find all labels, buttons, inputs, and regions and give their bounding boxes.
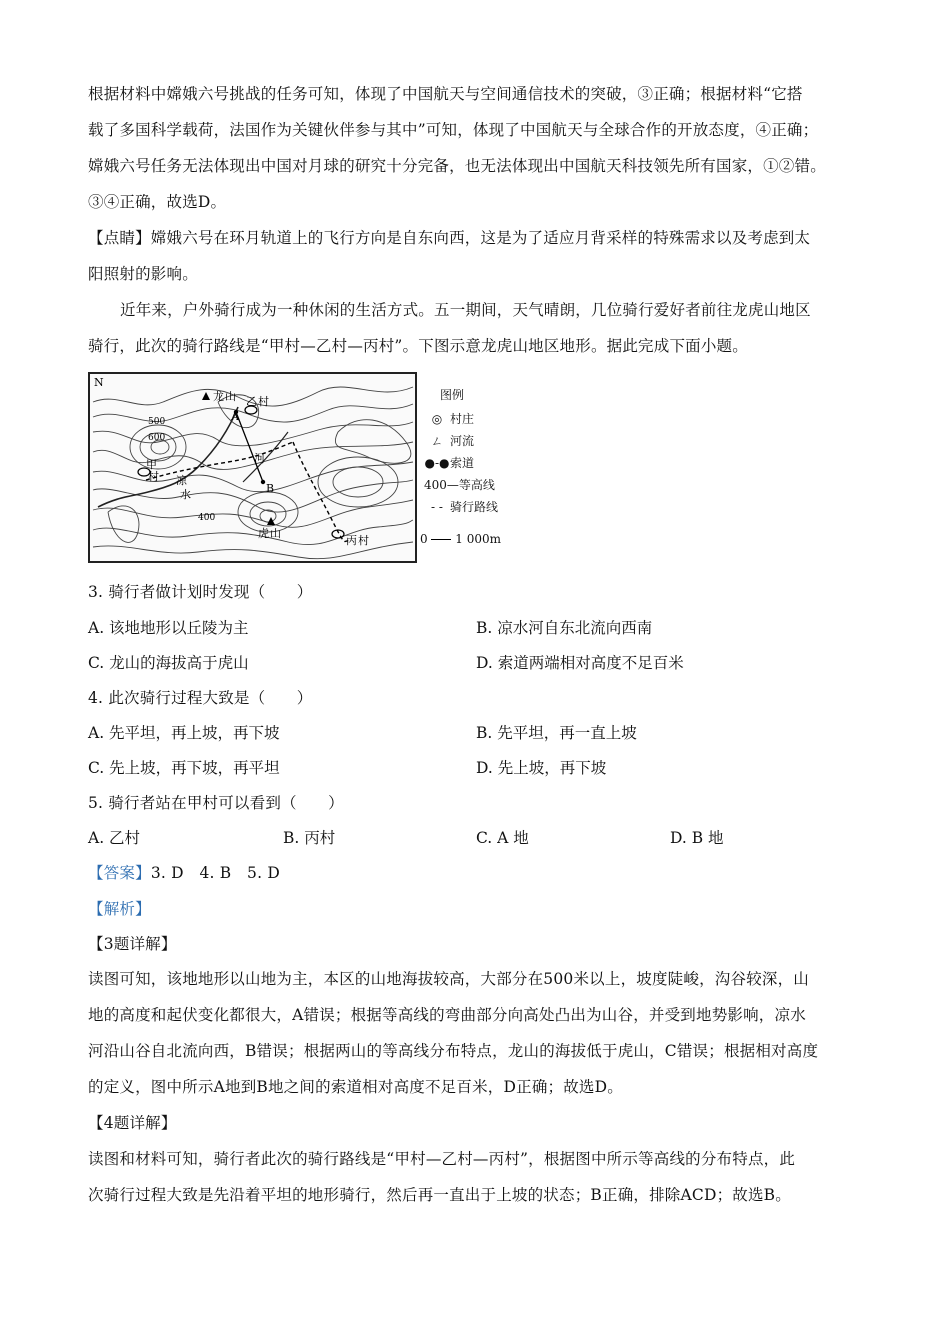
answer-tag: 【答案】 <box>88 864 151 882</box>
point-b-label: B <box>266 482 275 495</box>
q3-option-b: B. 凉水河自东北流向西南 <box>476 619 653 637</box>
contour-500-label: 500 <box>148 417 166 427</box>
hu-shan-label: 山 <box>270 527 281 540</box>
legend-contour: 400—等高线 <box>424 478 495 492</box>
legend-ropeway: ●-●索道 <box>424 456 475 470</box>
paragraph-line: 载了多国科学载荷，法国作为关键伙伴参与其中”可知，体现了中国航天与全球合作的开放态度，④正确； <box>88 121 819 139</box>
shui-label: 水 <box>180 488 191 501</box>
q4-detail-title: 【4题详解】 <box>88 1114 177 1132</box>
scale-length: 1 000m <box>455 532 502 546</box>
q5-option-d: D. B 地 <box>670 829 724 847</box>
village-icon: ◎ <box>431 412 443 426</box>
point-a-label: A <box>231 410 239 423</box>
q3-option-a: A. 该地地形以丘陵为主 <box>88 619 249 637</box>
q5-stem: 5. 骑行者站在甲村可以看到（ ） <box>88 794 344 812</box>
q3-option-c: C. 龙山的海拔高于虎山 <box>88 654 249 672</box>
legend-route: - - 骑行路线 <box>424 498 498 515</box>
map-legend <box>412 372 542 564</box>
q5-option-a: A. 乙村 <box>88 829 141 847</box>
q4-option-b: B. 先平坦，再一直上坡 <box>476 724 637 742</box>
answer-text: 3. D 4. B 5. D <box>150 864 281 882</box>
yi-label: 乙 <box>246 395 257 408</box>
legend-title: 图例 <box>440 388 465 402</box>
q4-option-c: C. 先上坡，再下坡，再平坦 <box>88 759 280 777</box>
shan-label: 山 <box>225 390 236 403</box>
q3-detail-line: 的定义，图中所示A地到B地之间的索道相对高度不足百米，D正确；故选D。 <box>88 1078 623 1096</box>
scale-bar <box>420 532 501 546</box>
answer-line <box>88 861 280 883</box>
contour-600-label: 600 <box>148 433 166 443</box>
hu-label: 虎 <box>258 527 269 540</box>
cun-label: 村 <box>148 470 159 483</box>
scale-zero: 0 <box>420 532 428 546</box>
analysis-tag: 【解析】 <box>88 900 151 918</box>
he-label: 河 <box>254 452 265 465</box>
paragraph-line: ③④正确，故选D。 <box>88 193 227 211</box>
liang-label: 凉 <box>176 474 187 487</box>
intro-line: 近年来，户外骑行成为一种休闲的生活方式。五一期间，天气晴朗，几位骑行爱好者前往龙虎山地区 <box>120 301 811 319</box>
q4-detail-line: 读图和材料可知，骑行者此次的骑行路线是“甲村—乙村—丙村”，根据图中所示等高线的分布特点，此 <box>88 1150 796 1168</box>
q4-option-d: D. 先上坡，再下坡 <box>476 759 607 777</box>
river-icon: ㄥ <box>430 434 443 448</box>
legend-river: ㄥ 河流 <box>424 432 474 449</box>
yi-cun-label: 村 <box>258 395 269 408</box>
long-label: 龙 <box>213 390 224 403</box>
north-label: N <box>94 376 104 389</box>
q3-detail-line: 河沿山谷自北流向西，B错误；根据两山的等高线分布特点，龙山的海拔低于虎山，C错误；根据相对高度 <box>88 1042 819 1060</box>
bing-label: 丙 <box>346 534 357 547</box>
q3-detail-line: 地的高度和起伏变化都很大，A错误；根据等高线的弯曲部分向高处凸出为山谷，并受到地势影响，凉水 <box>88 1006 806 1024</box>
q5-option-b: B. 丙村 <box>283 829 336 847</box>
q4-detail-line: 次骑行过程大致是先沿着平坦的地形骑行，然后再一直出于上坡的状态；B正确，排除ACD；故选B。 <box>88 1186 791 1204</box>
route-icon: - - <box>431 500 443 514</box>
dianjing-line: 【点睛】嫦娥六号在环月轨道上的飞行方向是自东向西，这是为了适应月背采样的特殊需求以及考虑到太 <box>88 229 811 247</box>
q3-stem: 3. 骑行者做计划时发现（ ） <box>88 583 313 601</box>
q4-stem: 4. 此次骑行过程大致是（ ） <box>88 689 313 707</box>
topographic-map <box>88 372 428 564</box>
intro-line: 骑行，此次的骑行路线是“甲村—乙村—丙村”。下图示意龙虎山地区地形。据此完成下面小题。 <box>88 337 748 355</box>
q4-option-a: A. 先平坦，再上坡，再下坡 <box>88 724 280 742</box>
contour-400-label: 400 <box>198 513 216 523</box>
q3-detail-title: 【3题详解】 <box>88 935 177 953</box>
q3-option-d: D. 索道两端相对高度不足百米 <box>476 654 684 672</box>
paragraph-line: 根据材料中嫦娥六号挑战的任务可知，体现了中国航天与空间通信技术的突破，③正确；根据材料“它搭 <box>88 85 803 103</box>
q3-detail-line: 读图可知，该地地形以山地为主，本区的山地海拔较高，大部分在500米以上，坡度陡峻，沟谷较深，山 <box>88 970 809 988</box>
paragraph-line: 嫦娥六号任务无法体现出中国对月球的研究十分完备，也无法体现出中国航天科技领先所有国家，①②错。 <box>88 157 826 175</box>
ropeway-icon: ●-● <box>424 456 450 470</box>
jia-label: 甲 <box>146 458 157 471</box>
q5-option-c: C. A 地 <box>476 829 529 847</box>
dianjing-line: 阳照射的影响。 <box>88 265 198 283</box>
legend-village: ◎ 村庄 <box>424 410 474 427</box>
bing-cun-label: 村 <box>358 534 369 547</box>
